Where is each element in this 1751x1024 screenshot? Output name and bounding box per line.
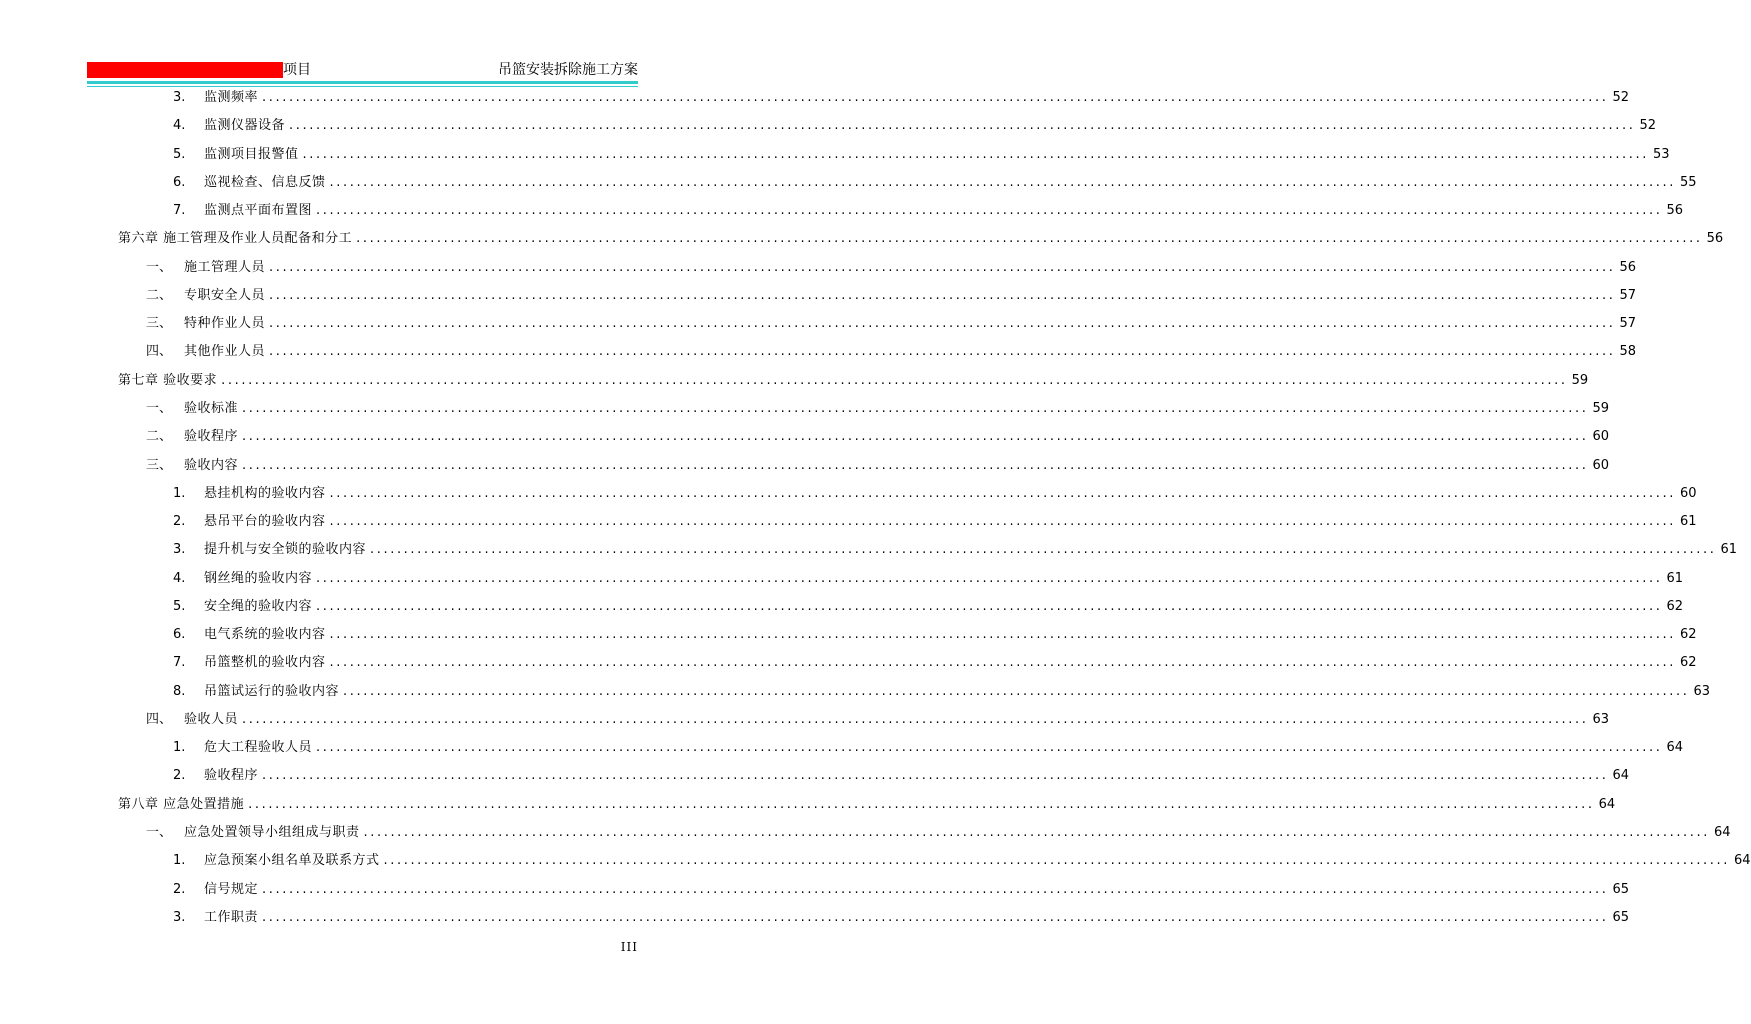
toc-entry-number: 7.: [173, 655, 186, 670]
toc-entry[interactable]: [173, 736, 1684, 756]
toc-entry-title: 电气系统的验收内容: [204, 627, 326, 642]
toc-dot-leader: ........................................................................................................................................................................................................: [383, 853, 1730, 868]
toc-entry-number: 二、: [146, 288, 173, 303]
toc-dot-leader: ........................................................................................................................................................................................................: [262, 768, 1609, 783]
toc-entry[interactable]: [146, 454, 1610, 474]
toc-entry[interactable]: [146, 312, 1637, 332]
toc-entry[interactable]: [146, 708, 1610, 728]
toc-entry-page-number: 64: [1733, 853, 1751, 868]
toc-entry-number: 三、: [146, 458, 173, 473]
toc-entry-title: 特种作业人员: [184, 316, 266, 331]
toc-entry[interactable]: [173, 764, 1630, 784]
toc-entry-page-number: 65: [1612, 882, 1630, 897]
toc-dot-leader: ........................................................................................................................................................................................................: [329, 175, 1676, 190]
toc-entry-title: 验收人员: [184, 712, 239, 727]
toc-entry-title: 监测项目报警值: [204, 147, 299, 162]
toc-dot-leader: ........................................................................................................................................................................................................: [262, 910, 1609, 925]
toc-entry-number: 三、: [146, 316, 173, 331]
toc-dot-leader: ........................................................................................................................................................................................................: [356, 231, 1703, 246]
toc-entry-number: 3.: [173, 910, 186, 925]
toc-entry[interactable]: [118, 369, 1589, 389]
toc-entry-number: 四、: [146, 712, 173, 727]
toc-dot-leader: ........................................................................................................................................................................................................: [248, 797, 1595, 812]
toc-entry-page-number: 65: [1612, 910, 1630, 925]
toc-entry-page-number: 64: [1713, 825, 1731, 840]
toc-entry-page-number: 64: [1666, 740, 1684, 755]
footer-page-number: III: [620, 940, 638, 954]
toc-entry-number: 6.: [173, 627, 186, 642]
toc-entry[interactable]: [173, 199, 1684, 219]
toc-entry-title: 专职安全人员: [184, 288, 266, 303]
header-project-suffix: 项目: [283, 62, 311, 78]
toc-entry[interactable]: [146, 340, 1637, 360]
toc-entry[interactable]: [146, 425, 1610, 445]
toc-entry-number: 二、: [146, 429, 173, 444]
toc-entry[interactable]: [173, 595, 1684, 615]
toc-dot-leader: ........................................................................................................................................................................................................: [329, 514, 1676, 529]
toc-entry-number: 2.: [173, 768, 186, 783]
toc-entry[interactable]: [173, 623, 1697, 643]
toc-dot-leader: ........................................................................................................................................................................................................: [329, 655, 1676, 670]
toc-entry-title: 安全绳的验收内容: [204, 599, 313, 614]
toc-dot-leader: ........................................................................................................................................................................................................: [316, 599, 1663, 614]
toc-entry-title: 第八章 应急处置措施: [118, 797, 245, 812]
toc-entry-title: 悬吊平台的验收内容: [204, 514, 326, 529]
toc-entry-page-number: 57: [1619, 288, 1637, 303]
toc-entry-page-number: 62: [1666, 599, 1684, 614]
toc-entry[interactable]: [118, 227, 1724, 247]
toc-entry-number: 2.: [173, 514, 186, 529]
toc-entry-number: 7.: [173, 203, 186, 218]
toc-dot-leader: ........................................................................................................................................................................................................: [262, 882, 1609, 897]
toc-entry-title: 钢丝绳的验收内容: [204, 571, 313, 586]
toc-entry[interactable]: [173, 171, 1697, 191]
toc-entry-number: 8.: [173, 684, 186, 699]
toc-entry-page-number: 58: [1619, 344, 1637, 359]
toc-entry[interactable]: [173, 538, 1738, 558]
toc-entry-number: 一、: [146, 825, 173, 840]
toc-dot-leader: ........................................................................................................................................................................................................: [242, 429, 1589, 444]
toc-entry[interactable]: [173, 849, 1751, 869]
toc-entry-number: 5.: [173, 147, 186, 162]
toc-dot-leader: ........................................................................................................................................................................................................: [242, 458, 1589, 473]
toc-entry-page-number: 60: [1679, 486, 1697, 501]
toc-entry-number: 一、: [146, 260, 173, 275]
toc-entry-page-number: 61: [1720, 542, 1738, 557]
toc-entry-page-number: 59: [1592, 401, 1610, 416]
toc-entry-title: 监测频率: [204, 90, 259, 105]
toc-dot-leader: ........................................................................................................................................................................................................: [329, 486, 1676, 501]
toc-entry[interactable]: [173, 114, 1657, 134]
toc-entry-page-number: 61: [1679, 514, 1697, 529]
toc-dot-leader: ........................................................................................................................................................................................................: [343, 684, 1690, 699]
toc-entry[interactable]: [173, 651, 1697, 671]
toc-entry-page-number: 63: [1592, 712, 1610, 727]
toc-entry-number: 3.: [173, 542, 186, 557]
toc-entry-title: 工作职责: [204, 910, 259, 925]
toc-entry-title: 第六章 施工管理及作业人员配备和分工: [118, 231, 353, 246]
toc-entry-page-number: 62: [1679, 627, 1697, 642]
toc-entry-page-number: 60: [1592, 429, 1610, 444]
toc-entry[interactable]: [173, 878, 1630, 898]
toc-entry-page-number: 52: [1612, 90, 1630, 105]
toc-entry-page-number: 56: [1706, 231, 1724, 246]
toc-entry-page-number: 56: [1619, 260, 1637, 275]
toc-entry-title: 监测仪器设备: [204, 118, 286, 133]
toc-dot-leader: ........................................................................................................................................................................................................: [316, 740, 1663, 755]
toc-entry-title: 其他作业人员: [184, 344, 266, 359]
toc-entry-title: 验收程序: [184, 429, 239, 444]
toc-entry-title: 监测点平面布置图: [204, 203, 313, 218]
toc-entry-number: 2.: [173, 882, 186, 897]
toc-dot-leader: ........................................................................................................................................................................................................: [302, 147, 1649, 162]
toc-entry-title: 验收内容: [184, 458, 239, 473]
toc-entry-title: 巡视检查、信息反馈: [204, 175, 326, 190]
toc-entry-title: 提升机与安全锁的验收内容: [204, 542, 367, 557]
toc-entry-number: 3.: [173, 90, 186, 105]
toc-entry[interactable]: [173, 510, 1697, 530]
toc-entry-number: 1.: [173, 853, 186, 868]
toc-entry-number: 一、: [146, 401, 173, 416]
toc-entry-title: 信号规定: [204, 882, 259, 897]
toc-dot-leader: ........................................................................................................................................................................................................: [329, 627, 1676, 642]
toc-entry-title: 吊篮整机的验收内容: [204, 655, 326, 670]
toc-entry-page-number: 53: [1652, 147, 1670, 162]
toc-entry-page-number: 56: [1666, 203, 1684, 218]
toc-entry-page-number: 60: [1592, 458, 1610, 473]
toc-dot-leader: ........................................................................................................................................................................................................: [269, 316, 1616, 331]
toc-entry-page-number: 59: [1571, 373, 1589, 388]
toc-entry-page-number: 61: [1666, 571, 1684, 586]
toc-dot-leader: ........................................................................................................................................................................................................: [242, 401, 1589, 416]
toc-dot-leader: ........................................................................................................................................................................................................: [269, 288, 1616, 303]
toc-entry-page-number: 57: [1619, 316, 1637, 331]
toc-entry[interactable]: [173, 482, 1697, 502]
toc-dot-leader: ........................................................................................................................................................................................................: [242, 712, 1589, 727]
toc-entry-number: 5.: [173, 599, 186, 614]
toc-dot-leader: ........................................................................................................................................................................................................: [289, 118, 1636, 133]
toc-entry[interactable]: [173, 680, 1711, 700]
toc-entry-number: 1.: [173, 740, 186, 755]
toc-entry-title: 第七章 验收要求: [118, 373, 218, 388]
toc-entry-title: 悬挂机构的验收内容: [204, 486, 326, 501]
toc-dot-leader: ........................................................................................................................................................................................................: [370, 542, 1717, 557]
toc-entry-number: 1.: [173, 486, 186, 501]
toc-entry[interactable]: [146, 284, 1637, 304]
toc-entry-page-number: 64: [1598, 797, 1616, 812]
toc-dot-leader: ........................................................................................................................................................................................................: [262, 90, 1609, 105]
toc-entry-page-number: 52: [1639, 118, 1657, 133]
toc-entry-page-number: 62: [1679, 655, 1697, 670]
toc-entry-number: 4.: [173, 571, 186, 586]
toc-entry[interactable]: [173, 143, 1670, 163]
toc-entry-number: 6.: [173, 175, 186, 190]
toc-entry-title: 施工管理人员: [184, 260, 266, 275]
toc-entry-title: 验收标准: [184, 401, 239, 416]
toc-dot-leader: ........................................................................................................................................................................................................: [316, 203, 1663, 218]
toc-entry-number: 4.: [173, 118, 186, 133]
toc-entry[interactable]: [146, 397, 1610, 417]
toc-dot-leader: ........................................................................................................................................................................................................: [221, 373, 1568, 388]
toc-entry-page-number: 64: [1612, 768, 1630, 783]
toc-entry[interactable]: [173, 906, 1630, 926]
toc-entry-title: 应急处置领导小组组成与职责: [184, 825, 360, 840]
toc-entry[interactable]: [146, 256, 1637, 276]
toc-dot-leader: ........................................................................................................................................................................................................: [269, 344, 1616, 359]
toc-entry-page-number: 55: [1679, 175, 1697, 190]
toc-entry[interactable]: [173, 567, 1684, 587]
toc-entry-title: 吊篮试运行的验收内容: [204, 684, 340, 699]
toc-dot-leader: ........................................................................................................................................................................................................: [363, 825, 1710, 840]
toc-entry[interactable]: [118, 793, 1616, 813]
toc-dot-leader: ........................................................................................................................................................................................................: [316, 571, 1663, 586]
toc-entry-title: 危大工程验收人员: [204, 740, 313, 755]
toc-entry-title: 应急预案小组名单及联系方式: [204, 853, 380, 868]
toc-entry-number: 四、: [146, 344, 173, 359]
toc-entry[interactable]: [173, 86, 1630, 106]
header-document-title: 吊篮安装拆除施工方案: [498, 62, 638, 78]
toc-entry-title: 验收程序: [204, 768, 259, 783]
toc-entry-page-number: 63: [1693, 684, 1711, 699]
toc-dot-leader: ........................................................................................................................................................................................................: [269, 260, 1616, 275]
toc-entry[interactable]: [146, 821, 1731, 841]
